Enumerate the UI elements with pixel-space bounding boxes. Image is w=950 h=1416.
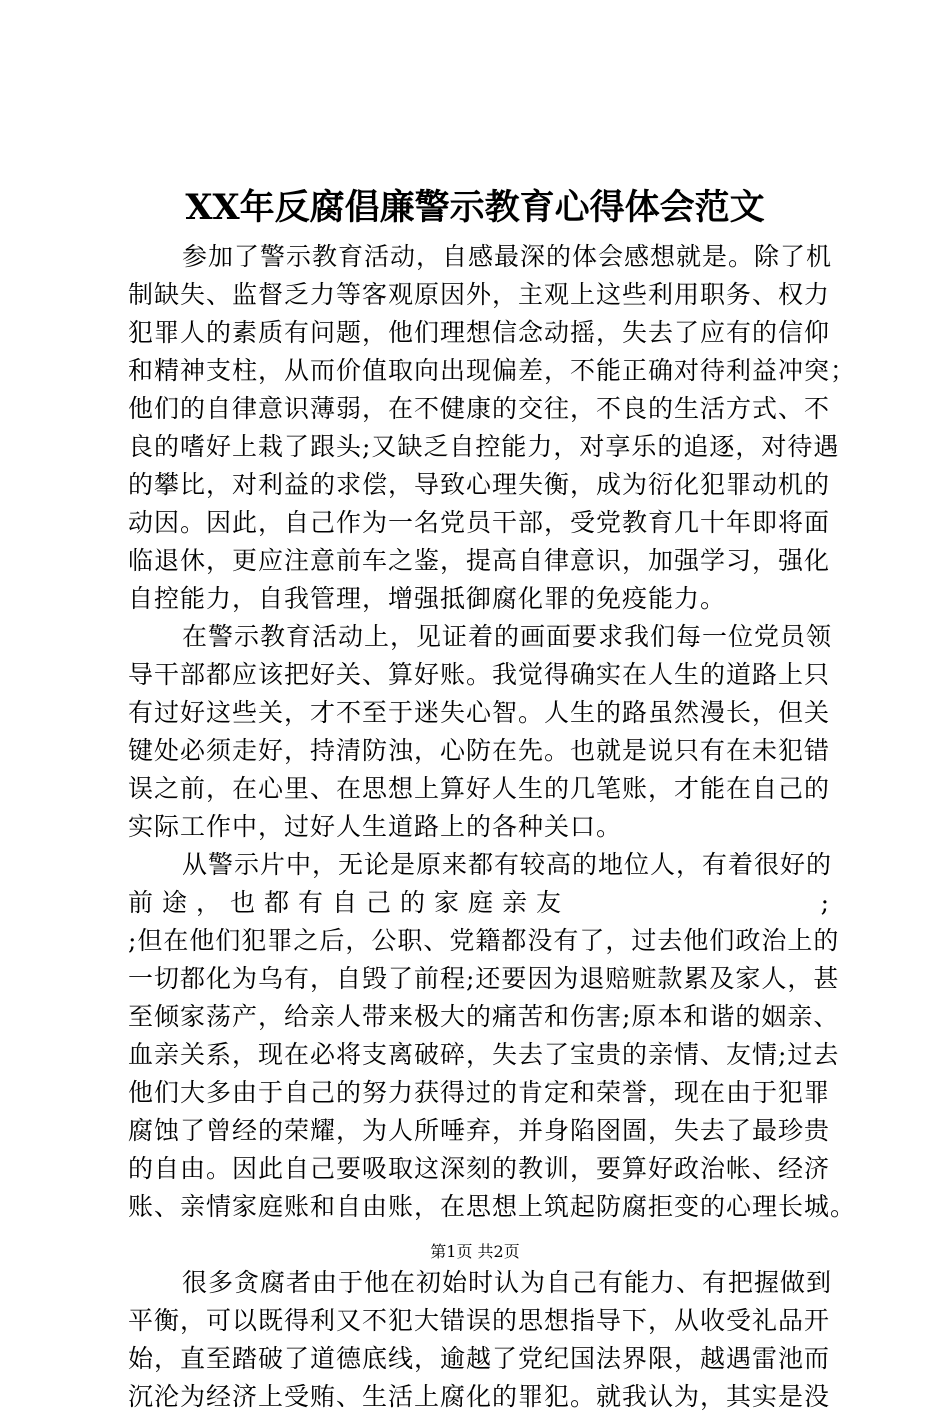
text-line: 在警示教育活动上，见证着的画面要求我们每一位党员领 [182,622,833,651]
text-line: 误之前，在心里、在思想上算好人生的几笔账，才能在自己的 [128,774,831,803]
text-line: 临退休，更应注意前车之鉴，提高自律意识，加强学习，强化 [128,546,831,575]
text-line: 良的嗜好上栽了跟头;又缺乏自控能力，对享乐的追逐，对待遇 [128,432,840,461]
text-line: 的自由。因此自己要吸取这深刻的教训，要算好政治帐、经济 [128,1154,831,1183]
text-line: 动因。因此，自己作为一名党员干部，受党教育几十年即将面 [128,508,831,537]
text-line-right: ; [820,888,830,917]
text-line-split [128,884,830,922]
document-title: XX年反腐倡廉警示教育心得体会范文 [185,187,765,228]
text-line: 和精神支柱，从而价值取向出现偏差，不能正确对待利益冲突； [128,356,857,385]
text-line: 导干部都应该把好关、算好账。我觉得确实在人生的道路上只 [128,660,831,689]
text-line: 从警示片中，无论是原来都有较高的地位人，有着很好的 [182,850,833,879]
text-line: 的攀比，对利益的求偿，导致心理失衡，成为衍化犯罪动机的 [128,470,831,499]
text-line: 很多贪腐者由于他在初始时认为自己有能力、有把握做到 [182,1268,833,1297]
text-line-left: 前途，也都有自己的家庭亲友 [128,888,571,917]
text-line: 平衡，可以既得利又不犯大错误的思想指导下，从收受礼品开 [128,1306,831,1335]
text-line: ;但在他们犯罪之后，公职、党籍都没有了，过去他们政治上的 [128,926,840,955]
text-line: 实际工作中，过好人生道路上的各种关口。 [128,812,623,841]
text-line: 一切都化为乌有，自毁了前程;还要因为退赔赃款累及家人，甚 [128,964,840,993]
text-line: 账、亲情家庭账和自由账，在思想上筑起防腐拒变的心理长城。 [128,1192,857,1221]
text-line: 血亲关系，现在必将支离破碎，失去了宝贵的亲情、友情;过去 [128,1040,840,1069]
text-line: 他们的自律意识薄弱，在不健康的交往，不良的生活方式、不 [128,394,831,423]
text-line: 键处必须走好，持清防浊，心防在先。也就是说只有在未犯错 [128,736,831,765]
text-line: 腐蚀了曾经的荣耀，为人所唾弃，并身陷囹圄，失去了最珍贵 [128,1116,831,1145]
text-line: 始，直至踏破了道德底线，逾越了党纪国法界限，越遇雷池而 [128,1344,831,1373]
text-line: 参加了警示教育活动，自感最深的体会感想就是。除了机 [182,242,833,271]
page-footer: 第1页 共2页 [430,1242,520,1261]
text-line: 他们大多由于自己的努力获得过的肯定和荣誉，现在由于犯罪 [128,1078,831,1107]
text-line: 制缺失、监督乏力等客观原因外，主观上这些利用职务、权力 [128,280,831,309]
text-line: 自控能力，自我管理，增强抵御腐化罪的免疫能力。 [128,584,727,613]
text-line: 沉沦为经济上受贿、生活上腐化的罪犯。就我认为，其实是没 [128,1382,831,1411]
text-line: 犯罪人的素质有问题，他们理想信念动摇，失去了应有的信仰 [128,318,831,347]
text-line: 有过好这些关，才不至于迷失心智。人生的路虽然漫长，但关 [128,698,831,727]
text-line: 至倾家荡产，给亲人带来极大的痛苦和伤害;原本和谐的姻亲、 [128,1002,840,1031]
